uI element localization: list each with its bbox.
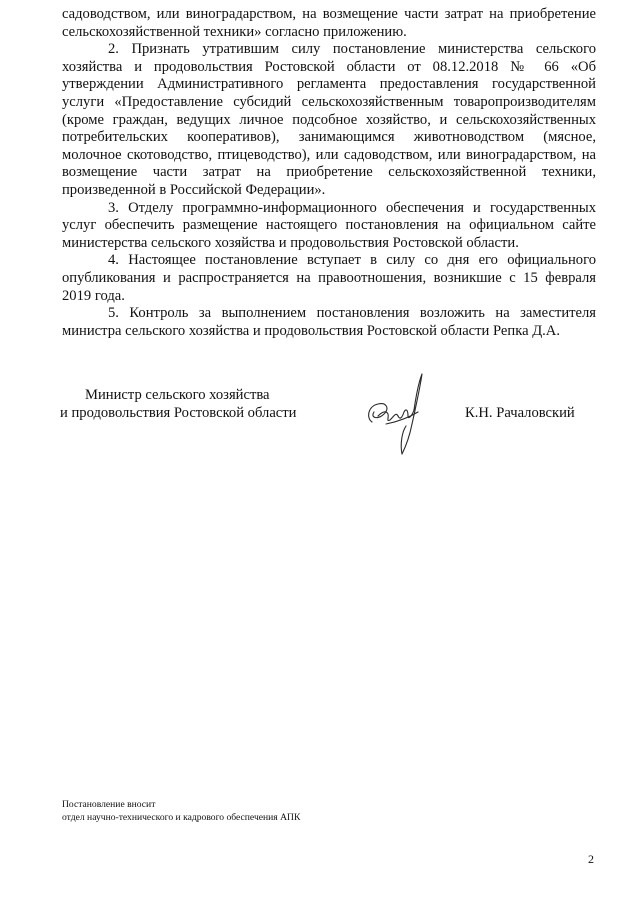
- paragraph-continuation: садоводством, или виноградарством, на возмещение части затрат на приобретение сельскохозяйственной техники» согласно приложению.: [62, 6, 596, 40]
- paragraph-item-3: 3. Отделу программно-информационного обеспечения и государственных услуг обеспечить размещение настоящего постановления на официальном сайте министерства сельского хозяйства и продовольствия Ростовской области.: [62, 199, 596, 251]
- signatory-title-line1: Министр сельского хозяйства: [85, 387, 270, 403]
- page-number: 2: [588, 852, 594, 866]
- handwritten-signature: [356, 366, 440, 456]
- document-body: [62, 6, 596, 340]
- paragraph-item-5: 5. Контроль за выполнением постановления возложить на заместителя министра сельского хозяйства и продовольствия Ростовской области Репка Д.А.: [62, 305, 596, 339]
- footer-line2: отдел научно-технического и кадрового обеспечения АПК: [62, 812, 301, 823]
- paragraph-item-4: 4. Настоящее постановление вступает в силу со дня его официального опубликования и распространяется на правоотношения, возникшие с 15 февраля 2019 года.: [62, 252, 596, 304]
- signatory-title-line2: и продовольствия Ростовской области: [60, 405, 297, 421]
- signatory-title: [60, 386, 330, 422]
- footer-note: [62, 798, 300, 824]
- signatory-name: К.Н. Рачаловский: [465, 405, 575, 421]
- paragraph-item-2: 2. Признать утратившим силу постановление министерства сельского хозяйства и продовольствия Ростовской области от 08.12.2018 № 66 «Об утверждении Административного регламента предоставления государственной услуги «Предоставление субсидий сельскохозяйственным товаропроизводителям (кроме граждан, ведущих личное подсобное хозяйство, и сельскохозяйственных потребительских кооперативов), занимающимся животноводством (мясное, молочное скотоводство, птицеводство), или садоводством, или виноградарством, на возмещение части затрат на приобретение сельскохозяйственной техники, произведенной в Российской Федерации».: [62, 41, 596, 198]
- footer-line1: Постановление вносит: [62, 799, 156, 810]
